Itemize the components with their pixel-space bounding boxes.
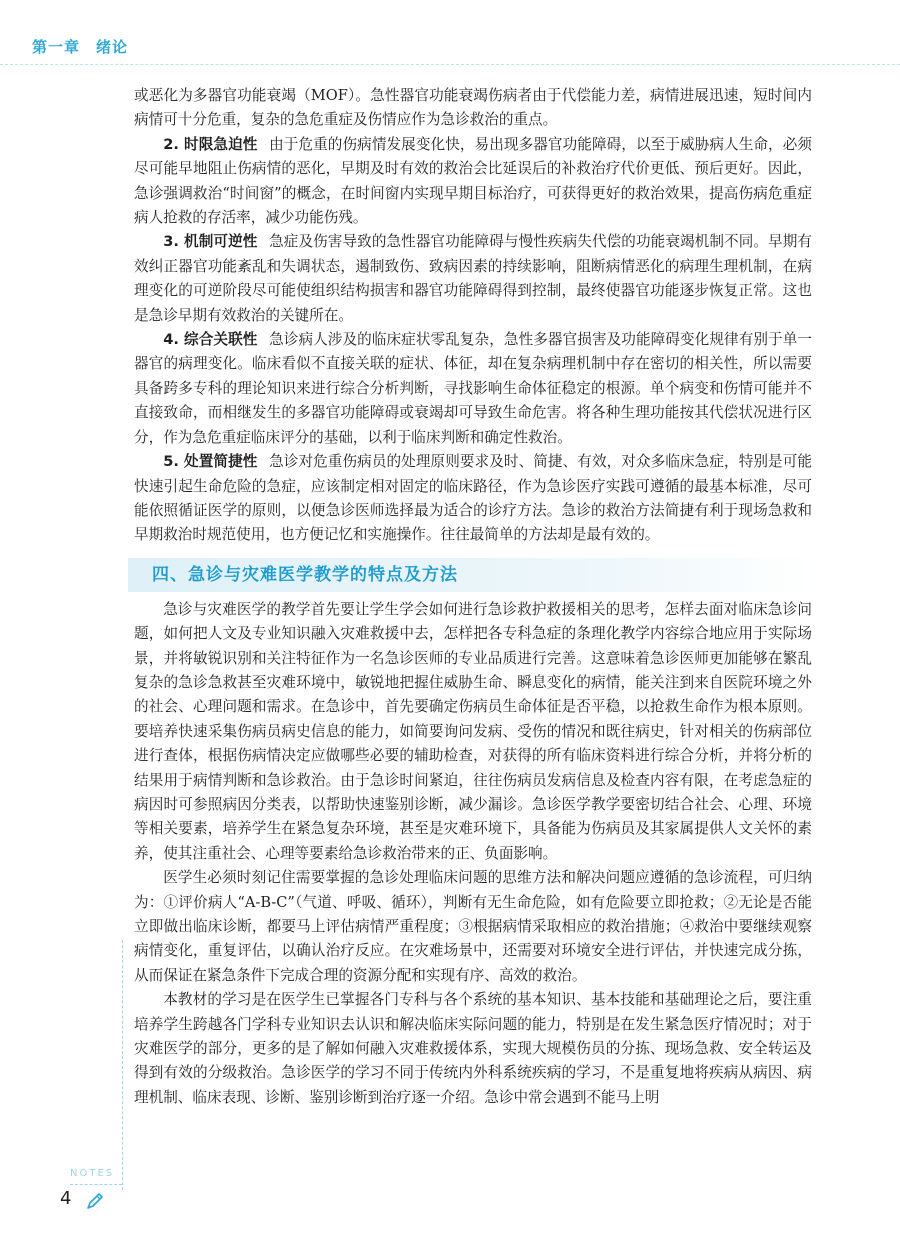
section-heading [128,558,812,592]
intro-paragraph: 或恶化为多器官功能衰竭（MOF）。急性器官功能衰竭伤病者由于代偿能力差，病情进展迅速，短时间内病情可十分危重，复杂的急危重症及伤情应作为急诊救治的重点。 [134,87,812,129]
chapter-title: 第一章 绪论 [32,38,129,56]
header-divider [0,64,900,65]
item-text: 由于危重的伤病情发展变化快，易出现多器官功能障碍，以至于威胁病人生命，必须尽可能早地阻止伤病情的恶化，早期及时有效的救治会比延误后的补救治疗代价更低、预后更好。因此，急诊强调救治“时间窗”的概念，在时间窗内实现早期目标治疗，可获得更好的救治效果，提高伤病危重症病人抢救的存活率，减少功能伤残。 [134,135,813,227]
list-item [134,230,812,328]
body-paragraph: 医学生必须时刻记住需要掌握的急诊处理临床问题的思维方法和解决问题应遵循的急诊流程，可归纳为：①评价病人“A-B-C”（气道、呼吸、循环），判断有无生命危险，如有危险要立即抢救；②无论是否能立即做出临床诊断，都要马上评估病情严重程度；③根据病情采取相应的救治措施；④救治中要继续观察病情变化，重复评估，以确认治疗反应。在灾难场景中，还需要对环境安全进行评估，并快速完成分拣，从而保证在紧急条件下完成合理的资源分配和实现有序、高效的救治。 [134,869,812,984]
page-number: 4 [60,1188,72,1209]
item-title: 2. 时限急迫性 [163,135,258,153]
pencil-icon [84,1190,106,1212]
body-paragraph: 本教材的学习是在医学生已掌握各门专科与各个系统的基本知识、基本技能和基础理论之后，要注重培养学生跨越各门学科专业知识去认识和解决临床实际问题的能力，特别是在发生紧急医疗情况时；对于灾难医学的部分，更多的是了解如何融入灾难救援体系，实现大规模伤员的分拣、现场急救、安全转运及得到有效的分级救治。急诊医学的学习不同于传统内外科系统疾病的学习，不是重复地将疾病从病因、病理机制、临床表现、诊断、鉴别诊断到治疗逐一介绍。急诊中常会遇到不能马上明 [134,991,812,1106]
page-body [134,84,812,1110]
notes-label: NOTES [70,1168,115,1179]
item-text: 急诊对危重伤病员的处理原则要求及时、简捷、有效，对众多临床急症，特别是可能快速引起生命危险的急症，应该制定相对固定的临床路径，作为急诊医疗实践可遵循的最基本标准，尽可能依照循证医学的原则，以便急诊医师选择最为适合的诊疗方法。急诊的救治方法简捷有利于现场急救和早期救治时规范使用，也方便记忆和实施操作。往往最简单的方法却是最有效的。 [134,453,813,544]
list-item [134,450,812,548]
item-text: 急诊病人涉及的临床症状零乱复杂，急性多器官损害及功能障碍变化规律有别于单一器官的病理变化。临床看似不直接关联的症状、体征，却在复杂病理机制中存在密切的相关性，所以需要具备跨多专科的理论知识来进行综合分析判断，寻找影响生命体征稳定的根源。单个病变和伤情可能并不直接致命，而相继发生的多器官功能障碍或衰竭却可导致生命危害。将各种生理功能按其代偿状况进行区分，作为急危重症临床评分的基础，以利于临床判断和确定性救治。 [134,331,813,446]
body-paragraph: 急诊与灾难医学的教学首先要让学生学会如何进行急诊救护救援相关的思考，怎样去面对临床急诊问题，如何把人文及专业知识融入灾难救援中去，怎样把各专科急症的条理化教学内容综合地应用于实际场景，并将敏锐识别和关注特征作为一名急诊医师的专业品质进行完善。这意味着急诊医师更加能够在繁乱复杂的急诊急救甚至灾难环境中，敏锐地把握住威胁生命、瞬息变化的病情，能关注到来自医院环境之外的社会、心理问题和需求。在急诊中，首先要确定伤病员生命体征是否平稳，以抢救生命作为根本原则。要培养快速采集伤病员病史信息的能力，如简要询问发病、受伤的情况和既往病史，针对相关的伤病部位进行查体，根据伤病情决定应做哪些必要的辅助检查，对获得的所有临床资料进行综合分析，并将分析的结果用于病情判断和急诊救治。由于急诊时间紧迫，往往伤病员发病信息及检查内容有限，在考虑急症的病因时可参照病因分类表，以帮助快速鉴别诊断，减少漏诊。急诊医学教学要密切结合社会、心理、环境等相关要素，培养学生在紧急复杂环境，甚至是灾难环境下，具备能为伤病员及其家属提供人文关怀的素养，使其注重社会、心理等要素给急诊救治带来的正、负面影响。 [134,600,812,862]
notes-divider [70,1184,122,1185]
item-title: 4. 综合关联性 [163,331,258,349]
notes-margin-line [122,940,123,1190]
item-title: 3. 机制可逆性 [163,233,258,251]
list-item [134,328,812,450]
section-heading-text: 四、急诊与灾难医学教学的特点及方法 [152,564,458,585]
page-header [0,0,900,66]
item-text: 急症及伤害导致的急性器官功能障碍与慢性疾病失代偿的功能衰竭机制不同。早期有效纠正器官功能紊乱和失调状态，遏制致伤、致病因素的持续影响，阻断病情恶化的病理生理机制，在病理变化的可逆阶段尽可能使组织结构损害和器官功能障碍得到控制，最终使器官功能逐步恢复正常。这也是急诊早期有效救治的关键所在。 [134,233,813,324]
list-item [134,133,812,231]
item-title: 5. 处置简捷性 [163,453,258,471]
